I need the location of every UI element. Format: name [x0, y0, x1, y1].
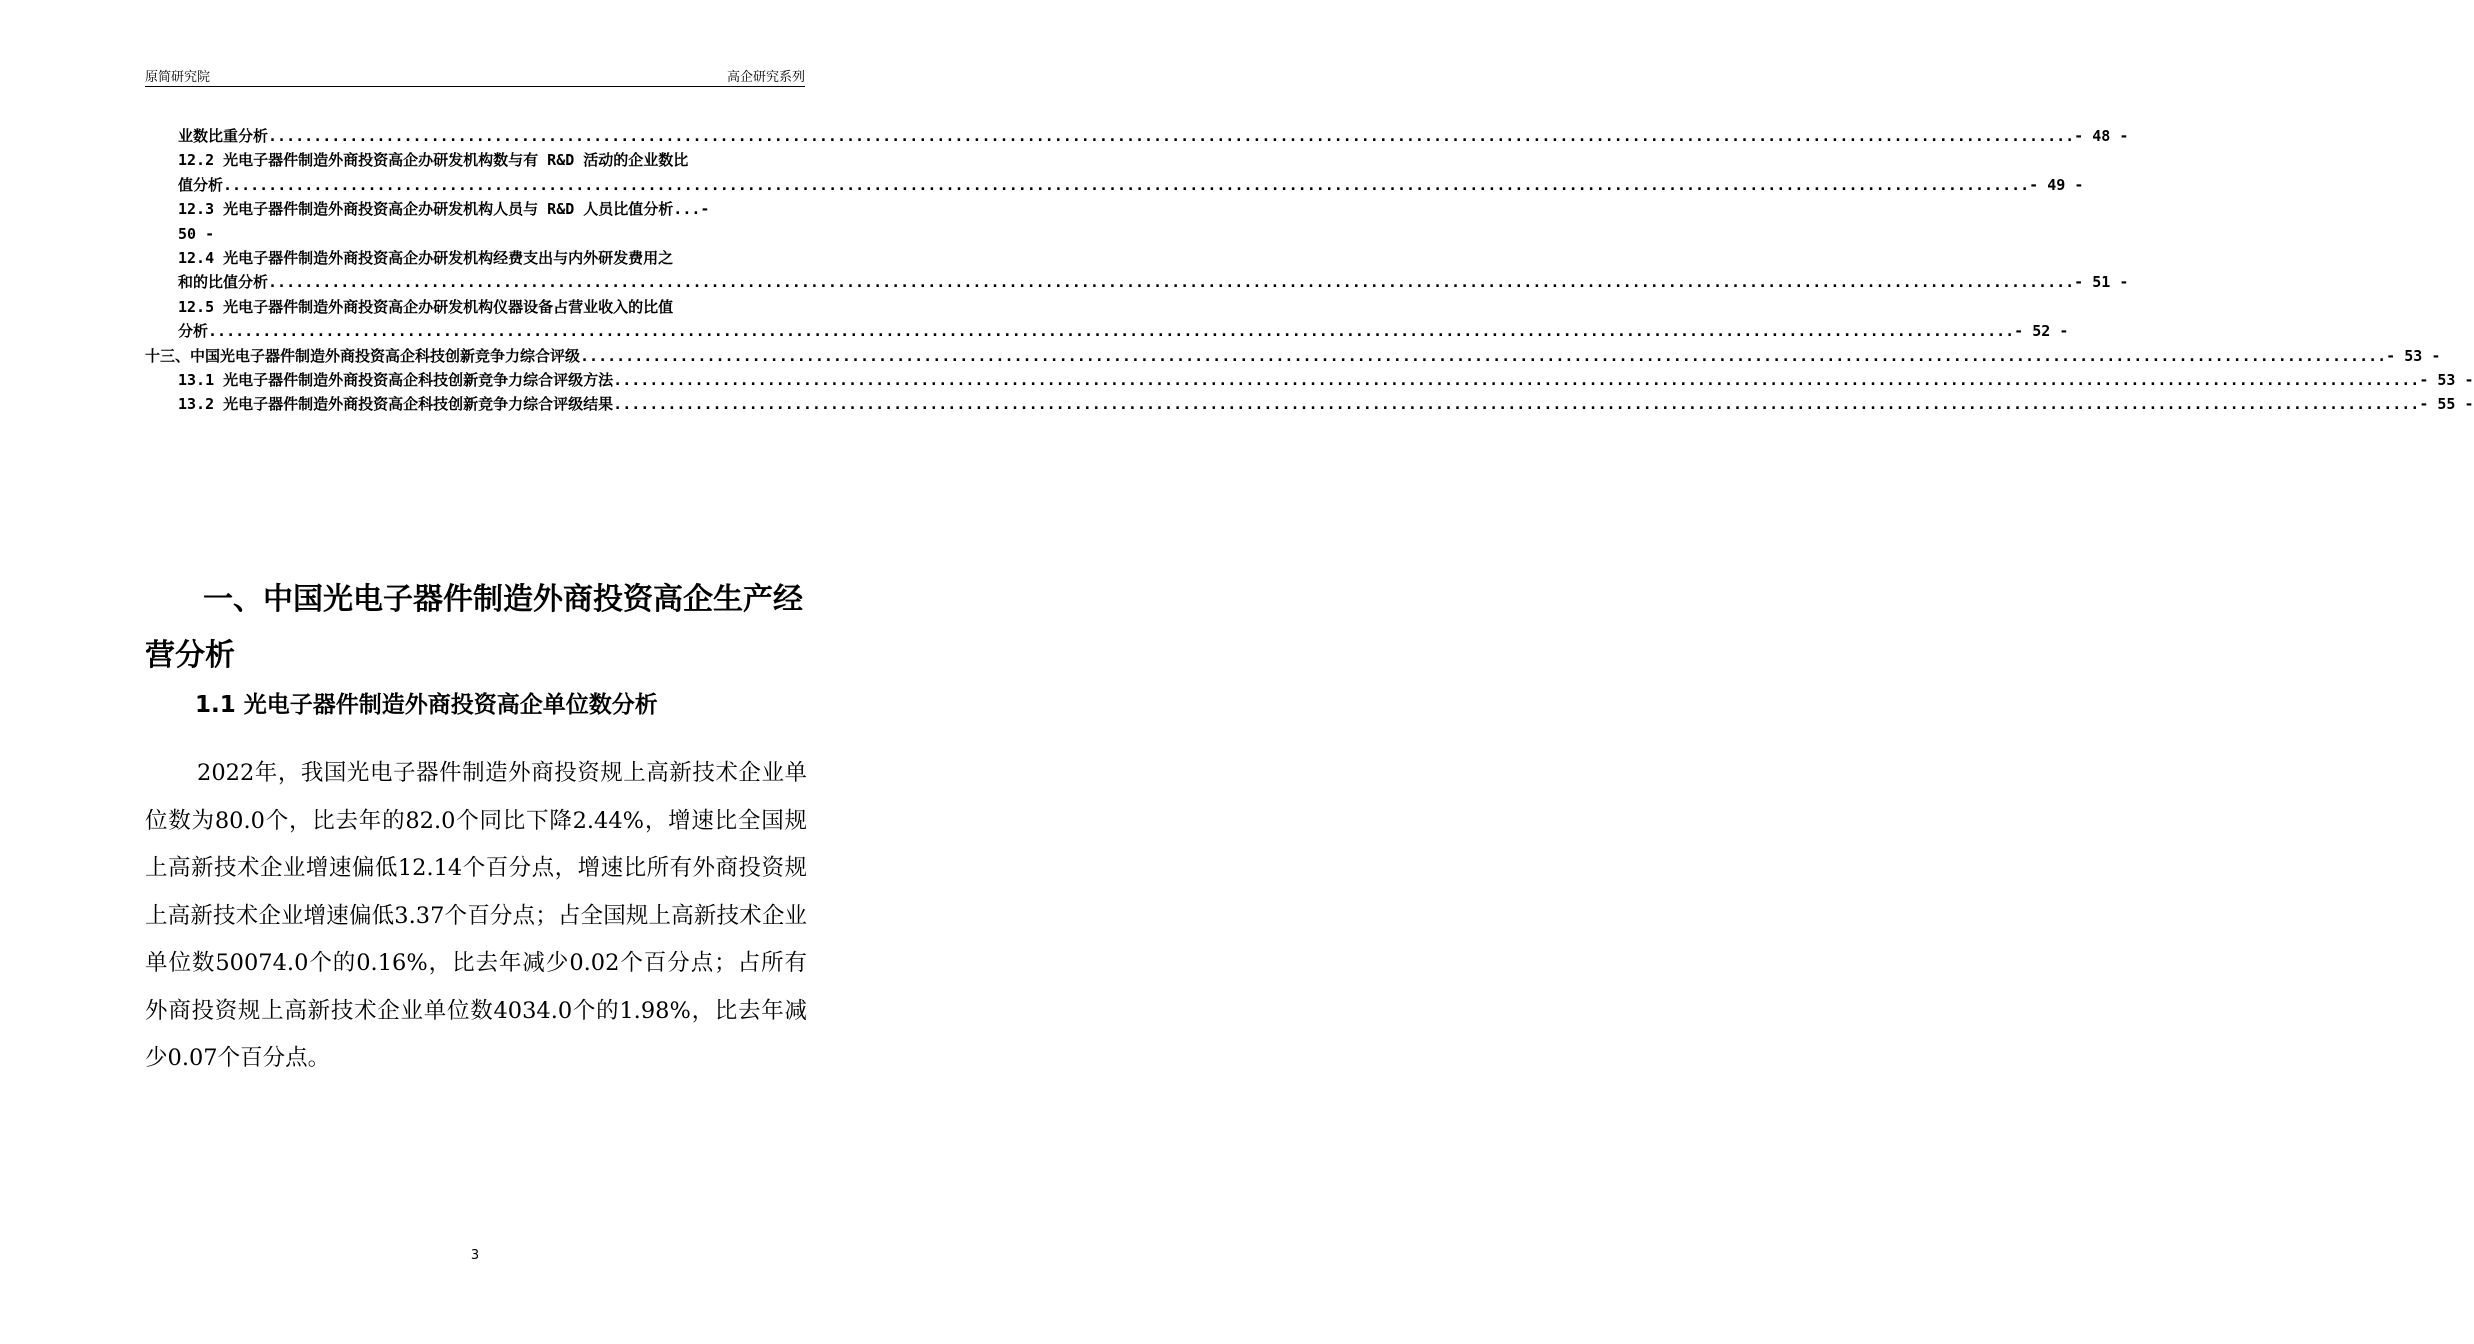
toc-entry-line[interactable]: [145, 392, 2474, 416]
toc-page-number: - 49 -: [2029, 175, 2084, 194]
toc-entry-text: 十三、中国光电子器件制造外商投资高企科技创新竞争力综合评级: [145, 346, 581, 365]
toc-entry-line[interactable]: 12.4 光电子器件制造外商投资高企办研发机构经费支出与内外研发费用之: [178, 249, 674, 268]
toc-entry-line[interactable]: 12.2 光电子器件制造外商投资高企办研发机构数与有 R&D 活动的企业数比: [178, 151, 689, 170]
toc-entry-text: 值分析: [178, 175, 224, 194]
toc-entry-line[interactable]: 12.5 光电子器件制造外商投资高企办研发机构仪器设备占营业收入的比值: [178, 297, 674, 316]
toc-entry-text: 13.1 光电子器件制造外商投资高企科技创新竞争力综合评级方法: [178, 371, 614, 390]
toc-entry-line[interactable]: [145, 124, 2129, 148]
toc-entry-text: 13.2 光电子器件制造外商投资高企科技创新竞争力综合评级结果: [178, 395, 614, 414]
table-of-contents: [145, 124, 2474, 417]
toc-leader-dots: ........................................................................................................................................................................................................: [268, 273, 2075, 292]
toc-entry-line[interactable]: 12.3 光电子器件制造外商投资高企办研发机构人员与 R&D 人员比值分析...-: [178, 200, 710, 219]
body-paragraph: 2022年，我国光电子器件制造外商投资规上高新技术企业单位数为80.0个，比去年的82.0个同比下降2.44%，增速比全国规上高新技术企业增速偏低12.14个百分点，增速比所有外商投资规上高新技术企业增速偏低3.37个百分点；占全国规上高新技术企业单位数50074.0个的0.16%，比去年减少0.02个百分点；占所有外商投资规上高新技术企业单位数4034.0个的1.98%，比去年减少0.07个百分点。: [145, 760, 807, 1071]
toc-leader-dots: ........................................................................................................................................................................................................: [613, 395, 2420, 414]
toc-entry-text: 分析: [178, 322, 209, 341]
toc-entry-line[interactable]: [145, 319, 2069, 343]
toc-page-number: - 51 -: [2074, 273, 2129, 292]
chapter-title: 一、中国光电子器件制造外商投资高企生产经营分析: [145, 582, 803, 673]
toc-leader-dots: ........................................................................................................................................................................................................: [223, 175, 2030, 194]
page-header: [145, 62, 805, 87]
toc-leader-dots: ........................................................................................................................................................................................................: [613, 371, 2420, 390]
toc-page-number: - 48 -: [2074, 127, 2129, 145]
toc-entry-text: 和的比值分析: [178, 273, 269, 292]
toc-entry-line[interactable]: [145, 173, 2084, 197]
toc-page-number: - 53 -: [2419, 371, 2474, 390]
header-right: 高企研究系列: [726, 70, 805, 85]
toc-entry-line[interactable]: [145, 270, 2129, 294]
toc-entry-line[interactable]: [145, 368, 2474, 392]
header-left: 原简研究院: [145, 70, 211, 85]
section-title: 1.1 光电子器件制造外商投资高企单位数分析: [195, 692, 658, 718]
page-number: 3: [470, 1248, 480, 1263]
toc-leader-dots: ........................................................................................................................................................................................................: [208, 322, 2015, 341]
toc-leader-dots: ........................................................................................................................................................................................................: [580, 346, 2387, 365]
toc-leader-dots: ........................................................................................................................................................................................................: [268, 127, 2075, 145]
toc-entry-line[interactable]: [145, 344, 2441, 368]
toc-page-number: - 52 -: [2014, 322, 2069, 341]
toc-entry-line[interactable]: 50 -: [178, 224, 215, 243]
toc-page-number: - 55 -: [2419, 395, 2474, 414]
toc-entry-text: 业数比重分析: [178, 127, 269, 145]
toc-page-number: - 53 -: [2386, 346, 2441, 365]
